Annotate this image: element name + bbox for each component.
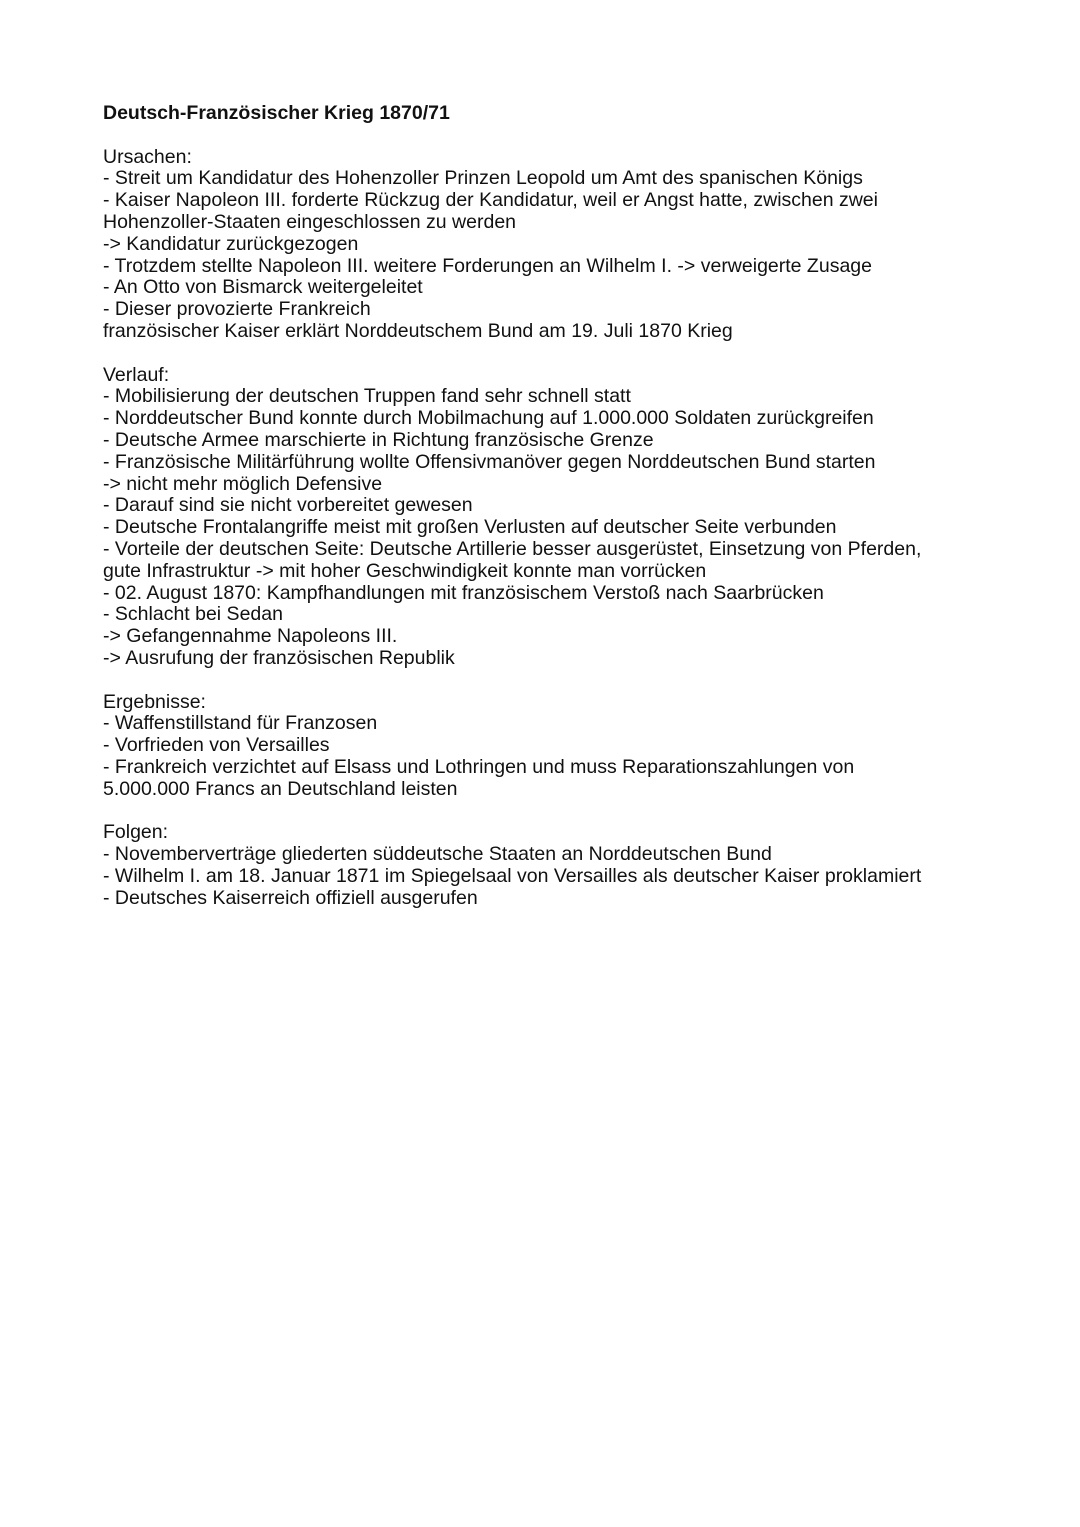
text-line: - Darauf sind sie nicht vorbereitet gewesen	[103, 494, 473, 517]
document-title: Deutsch-Französischer Krieg 1870/71	[103, 102, 450, 124]
text-line: -> Gefangennahme Napoleons III.	[103, 625, 398, 648]
text-line: - Mobilisierung der deutschen Truppen fand sehr schnell statt	[103, 385, 631, 408]
text-line: -> nicht mehr möglich Defensive	[103, 472, 383, 495]
section-ursachen	[103, 147, 1003, 343]
text-line: - An Otto von Bismarck weitergeleitet	[103, 276, 423, 299]
document-page	[103, 103, 1003, 909]
text-line: - Streit um Kandidatur des Hohenzoller Prinzen Leopold um Amt des spanischen Königs	[103, 167, 863, 190]
section-folgen	[103, 822, 1003, 909]
section-heading: Folgen:	[103, 821, 169, 844]
text-line: - Novemberverträge gliederten süddeutsche Staaten an Norddeutschen Bund	[103, 843, 772, 866]
text-line: - Wilhelm I. am 18. Januar 1871 im Spiegelsaal von Versailles als deutscher Kaiser proklamiert	[103, 864, 922, 887]
text-line: - Dieser provozierte Frankreich	[103, 298, 371, 321]
text-line: gute Infrastruktur -> mit hoher Geschwindigkeit konnte man vorrücken	[103, 559, 707, 582]
text-line: - Deutsche Frontalangriffe meist mit großen Verlusten auf deutscher Seite verbunden	[103, 516, 837, 539]
section-heading: Ergebnisse:	[103, 690, 206, 713]
text-line: französischer Kaiser erklärt Norddeutschem Bund am 19. Juli 1870 Krieg	[103, 319, 733, 342]
text-line: - Deutsche Armee marschierte in Richtung französische Grenze	[103, 428, 654, 451]
text-line: -> Ausrufung der französischen Republik	[103, 646, 455, 669]
section-verlauf	[103, 365, 1003, 670]
text-line: -> Kandidatur zurückgezogen	[103, 232, 359, 255]
text-line: - Vorfrieden von Versailles	[103, 734, 330, 757]
text-line: - Trotzdem stellte Napoleon III. weitere Forderungen an Wilhelm I. -> verweigerte Zusage	[103, 254, 872, 277]
section-heading: Ursachen:	[103, 145, 192, 168]
text-line: - Kaiser Napoleon III. forderte Rückzug der Kandidatur, weil er Angst hatte, zwischen zwei	[103, 189, 878, 212]
section-heading: Verlauf:	[103, 363, 170, 386]
text-line: 5.000.000 Francs an Deutschland leisten	[103, 777, 458, 800]
text-line: - Französische Militärführung wollte Offensivmanöver gegen Norddeutschen Bund starten	[103, 450, 876, 473]
text-line: - Deutsches Kaiserreich offiziell ausgerufen	[103, 886, 478, 909]
text-line: - 02. August 1870: Kampfhandlungen mit französischem Verstoß nach Saarbrücken	[103, 581, 824, 604]
text-line: - Waffenstillstand für Franzosen	[103, 712, 378, 735]
text-line: - Schlacht bei Sedan	[103, 603, 283, 626]
text-line: Hohenzoller-Staaten eingeschlossen zu werden	[103, 210, 517, 233]
document-body	[103, 147, 1003, 910]
section-ergebnisse	[103, 692, 1003, 801]
text-line: - Frankreich verzichtet auf Elsass und Lothringen und muss Reparationszahlungen von	[103, 755, 855, 778]
text-line: - Norddeutscher Bund konnte durch Mobilmachung auf 1.000.000 Soldaten zurückgreifen	[103, 407, 874, 430]
text-line: - Vorteile der deutschen Seite: Deutsche Artillerie besser ausgerüstet, Einsetzung von Pferden,	[103, 537, 922, 560]
